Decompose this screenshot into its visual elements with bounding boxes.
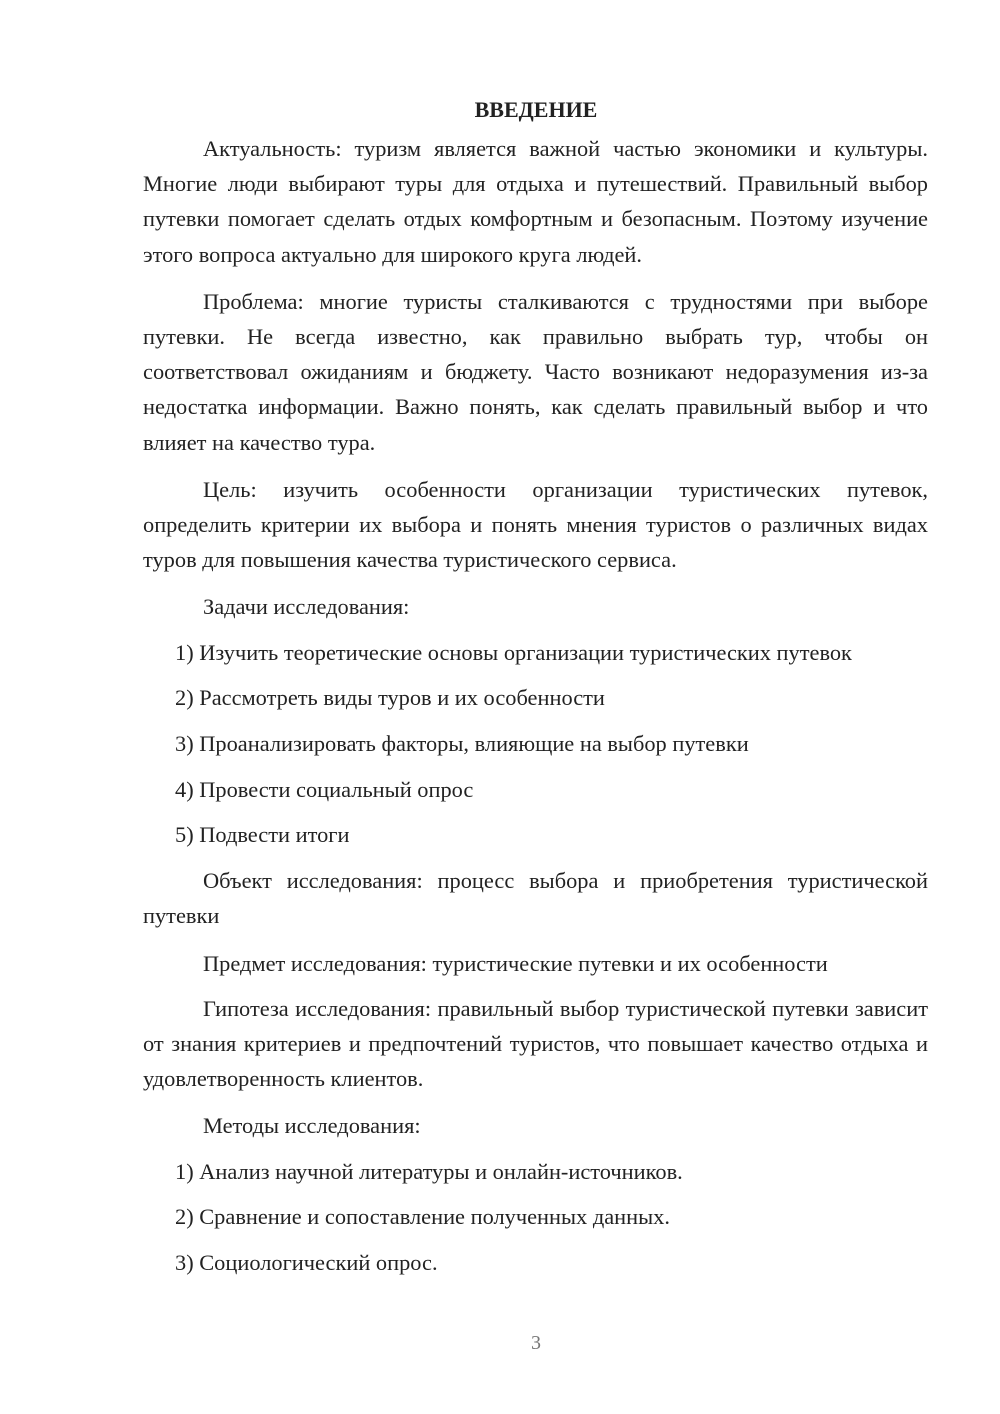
methods-title: Методы исследования: xyxy=(203,1113,421,1139)
page-number: 3 xyxy=(531,1332,541,1354)
tasks-title: Задачи исследования: xyxy=(203,594,410,620)
methods-list xyxy=(143,1154,928,1281)
section-heading: ВВЕДЕНИЕ xyxy=(474,97,598,122)
list-item: 2) Сравнение и сопоставление полученных данных. xyxy=(175,1204,670,1230)
tasks-list xyxy=(143,635,928,854)
list-item: 5) Подвести итоги xyxy=(175,822,350,848)
relevance-paragraph: Актуальность: туризм является важной частью экономики и культуры. Многие люди выбирают туры для отдыха и путешествий. Правильный выбор путевки помогает сделать отдых комфортным и безопасным. Поэтому изучение этого вопроса актуально для широкого круга людей. xyxy=(143,136,928,267)
list-item: 3) Социологический опрос. xyxy=(175,1249,438,1275)
object-paragraph: Объект исследования: процесс выбора и приобретения туристической путевки xyxy=(143,868,928,929)
hypothesis-paragraph: Гипотеза исследования: правильный выбор туристической путевки зависит от знания критериев и предпочтений туристов, что повышает качество отдыха и удовлетворенность клиентов. xyxy=(143,995,928,1092)
list-item: 4) Провести социальный опрос xyxy=(175,776,474,802)
goal-paragraph: Цель: изучить особенности организации туристических путевок, определить критерии их выбора и понять мнения туристов о различных видах туров для повышения качества туристического сервиса. xyxy=(143,476,928,573)
list-item: 1) Изучить теоретические основы организации туристических путевок xyxy=(175,639,852,665)
list-item: 3) Проанализировать факторы, влияющие на выбор путевки xyxy=(175,731,749,757)
subject-paragraph: Предмет исследования: туристические путевки и их особенности xyxy=(203,950,828,976)
list-item: 1) Анализ научной литературы и онлайн-источников. xyxy=(175,1158,683,1184)
problem-paragraph: Проблема: многие туристы сталкиваются с трудностями при выборе путевки. Не всегда известно, как правильно выбрать тур, чтобы он соответствовал ожиданиям и бюджету. Часто возникают недоразумения из-за недостатка информации. Важно понять, как сделать правильный выбор и что влияет на качество тура. xyxy=(143,288,928,455)
list-item: 2) Рассмотреть виды туров и их особенности xyxy=(175,685,605,711)
